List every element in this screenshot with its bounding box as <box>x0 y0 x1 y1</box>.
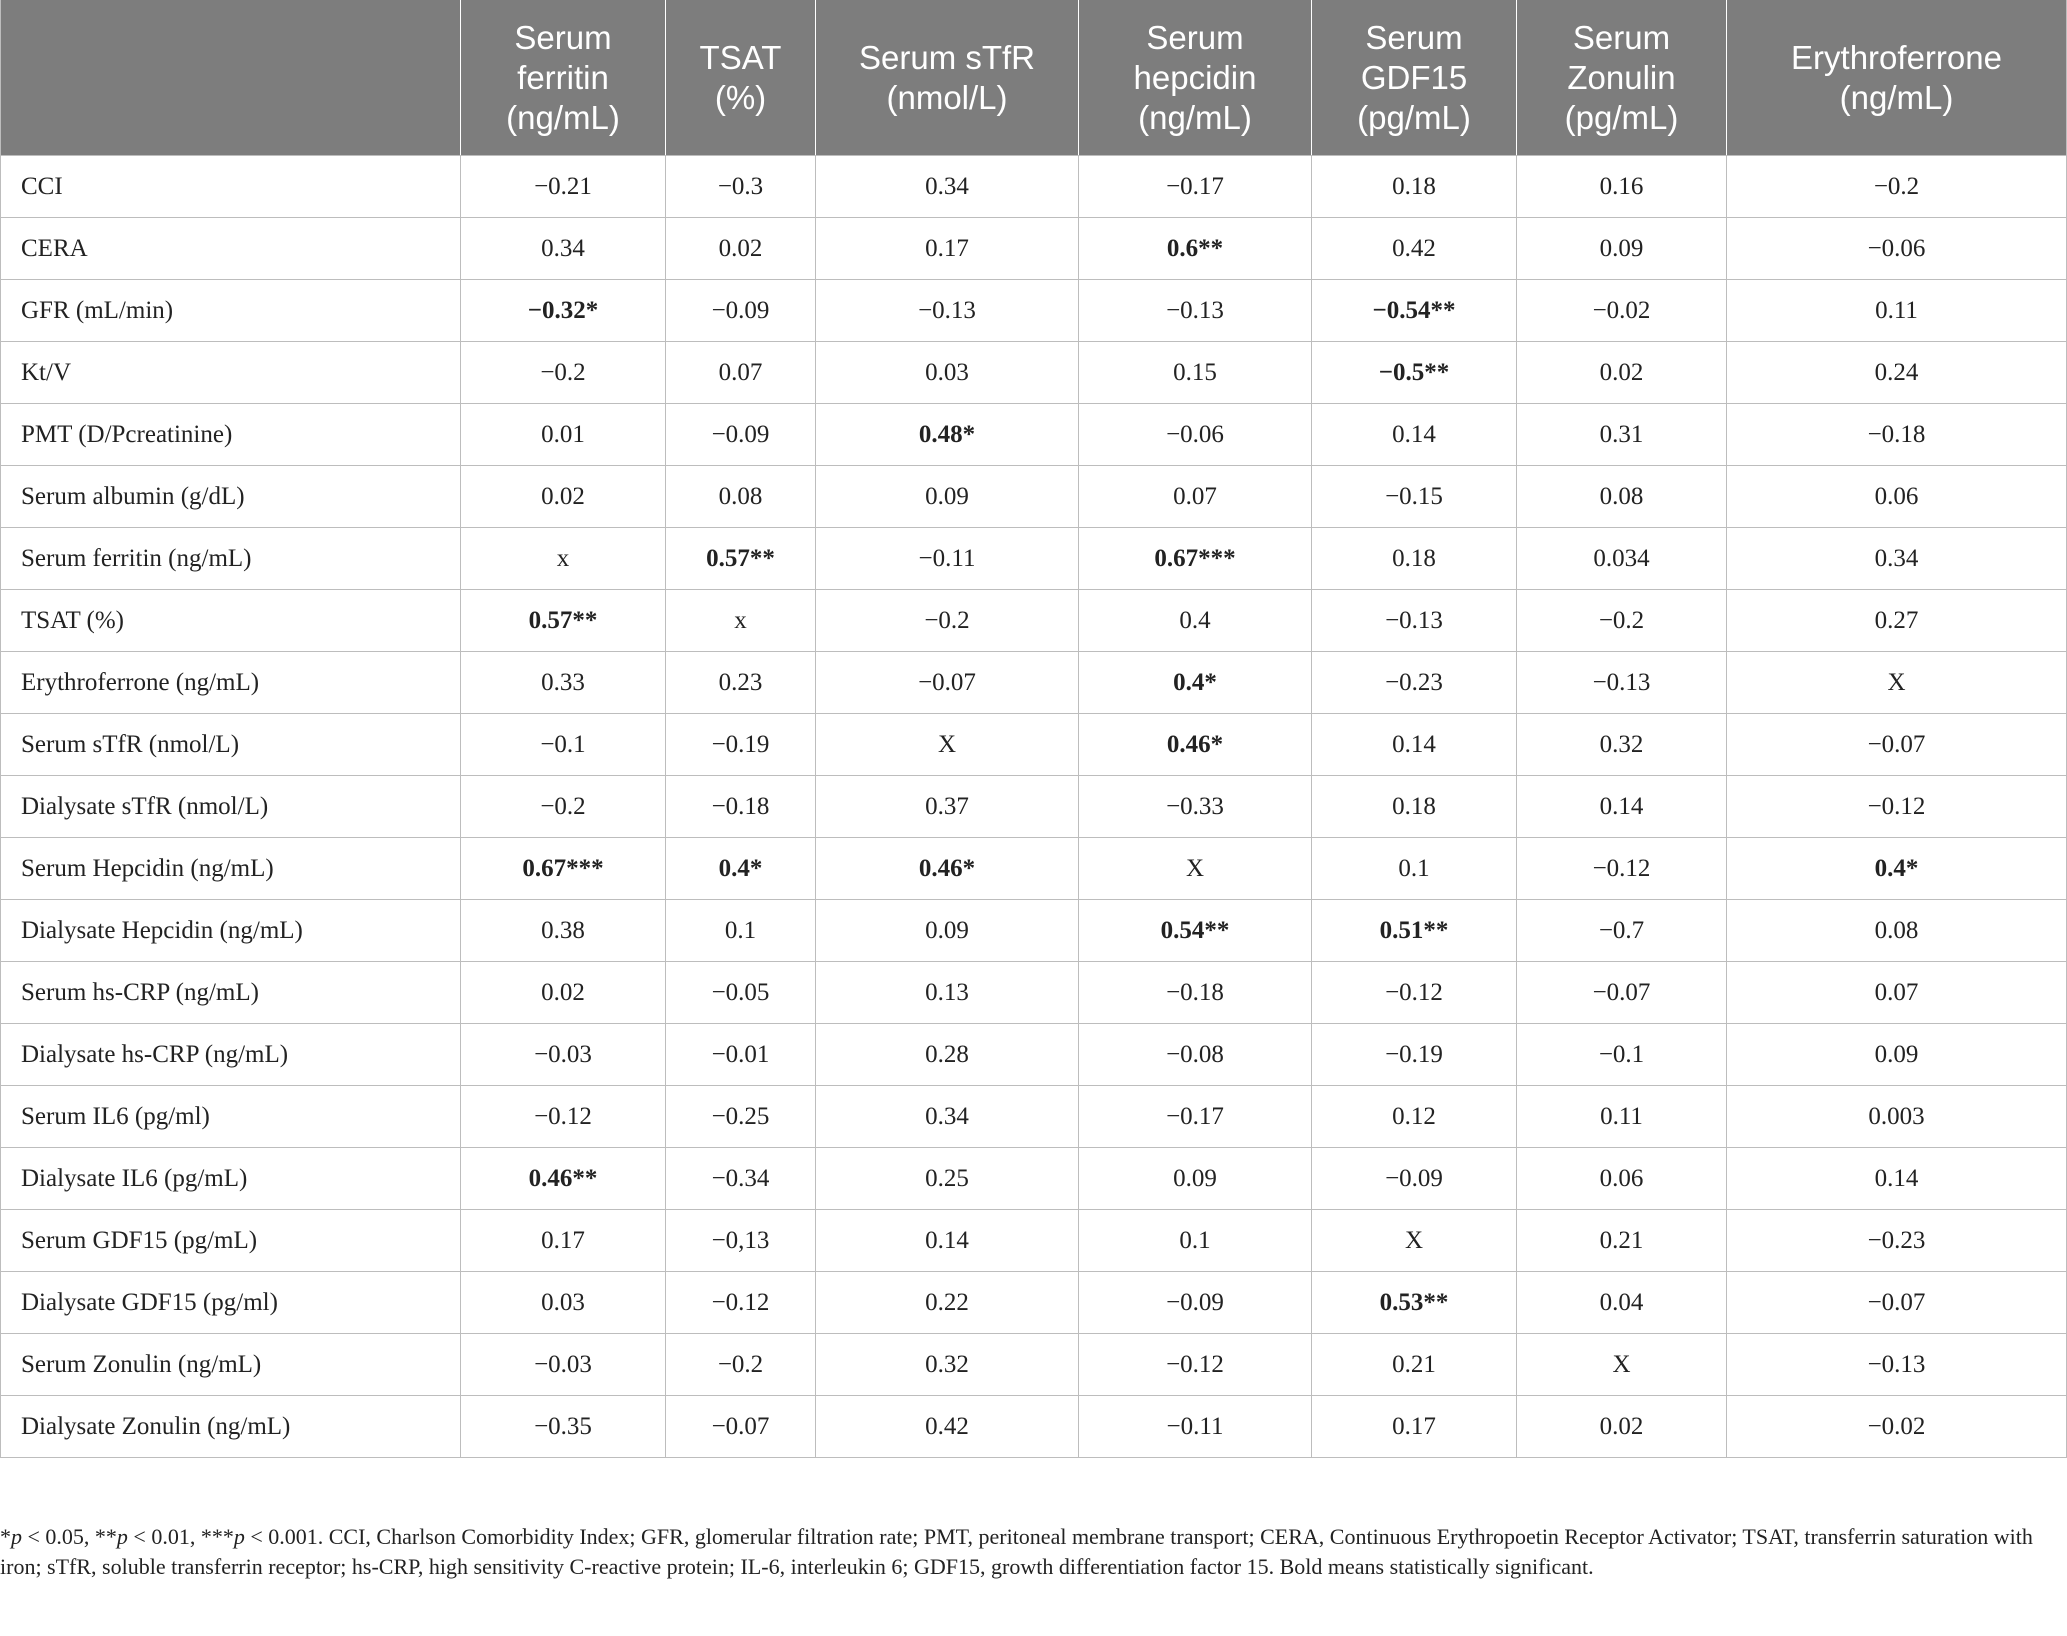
table-cell: −0.2 <box>816 590 1079 652</box>
table-cell: 0.18 <box>1312 528 1517 590</box>
row-label: TSAT (%) <box>1 590 461 652</box>
table-row <box>1 900 2067 962</box>
table-row <box>1 466 2067 528</box>
table-row <box>1 652 2067 714</box>
table-cell: 0.53** <box>1312 1272 1517 1334</box>
row-label: Dialysate Zonulin (ng/mL) <box>1 1396 461 1458</box>
table-row <box>1 280 2067 342</box>
header-cell-serum-zonulin: Serum Zonulin (pg/mL) <box>1517 0 1727 156</box>
table-cell: −0.09 <box>666 404 816 466</box>
table-cell: −0.25 <box>666 1086 816 1148</box>
table-cell: 0.02 <box>461 466 666 528</box>
table-cell: 0.25 <box>816 1148 1079 1210</box>
table-row <box>1 218 2067 280</box>
table-cell: X <box>816 714 1079 776</box>
table-row <box>1 156 2067 218</box>
table-cell: 0.17 <box>1312 1396 1517 1458</box>
table-cell: 0.08 <box>1517 466 1727 528</box>
table-row <box>1 962 2067 1024</box>
table-cell: −0.2 <box>1727 156 2067 218</box>
table-cell: −0.06 <box>1727 218 2067 280</box>
table-cell: 0.4* <box>1727 838 2067 900</box>
table-cell: −0.08 <box>1079 1024 1312 1086</box>
table-cell: −0.12 <box>1727 776 2067 838</box>
footnote-p-symbol: p <box>233 1524 245 1549</box>
footnote-p-symbol: p <box>116 1524 128 1549</box>
table-cell: 0.02 <box>1517 342 1727 404</box>
table-cell: −0.54** <box>1312 280 1517 342</box>
table-cell: X <box>1079 838 1312 900</box>
table-cell: −0.32* <box>461 280 666 342</box>
header-row <box>1 0 2067 156</box>
table-cell: 0.13 <box>816 962 1079 1024</box>
table-cell: −0.07 <box>1727 1272 2067 1334</box>
table-cell: −0.17 <box>1079 1086 1312 1148</box>
table-cell: 0.15 <box>1079 342 1312 404</box>
table-cell: 0.17 <box>461 1210 666 1272</box>
header-cell-serum-ferritin: Serum ferritin (ng/mL) <box>461 0 666 156</box>
table-cell: 0.12 <box>1312 1086 1517 1148</box>
table-cell: 0.28 <box>816 1024 1079 1086</box>
table-cell: −0.18 <box>666 776 816 838</box>
table-cell: −0.13 <box>1517 652 1727 714</box>
table-cell: 0.034 <box>1517 528 1727 590</box>
table-cell: 0.24 <box>1727 342 2067 404</box>
table-cell: −0.13 <box>1727 1334 2067 1396</box>
table-cell: −0.5** <box>1312 342 1517 404</box>
table-row <box>1 1024 2067 1086</box>
table-cell: 0.34 <box>816 1086 1079 1148</box>
table-cell: −0.09 <box>1312 1148 1517 1210</box>
table-cell: 0.06 <box>1517 1148 1727 1210</box>
table-row <box>1 1210 2067 1272</box>
row-label: Serum IL6 (pg/ml) <box>1 1086 461 1148</box>
table-cell: 0.09 <box>816 900 1079 962</box>
row-label: Dialysate sTfR (nmol/L) <box>1 776 461 838</box>
table-cell: 0.57** <box>666 528 816 590</box>
table-row <box>1 838 2067 900</box>
table-cell: −0.17 <box>1079 156 1312 218</box>
table-cell: 0.34 <box>816 156 1079 218</box>
table-row <box>1 528 2067 590</box>
table-cell: 0.07 <box>1079 466 1312 528</box>
table-cell: X <box>1727 652 2067 714</box>
table-row <box>1 1148 2067 1210</box>
table-cell: −0.1 <box>461 714 666 776</box>
table-cell: −0.19 <box>666 714 816 776</box>
table-cell: −0.09 <box>1079 1272 1312 1334</box>
table-cell: −0.11 <box>1079 1396 1312 1458</box>
row-label: Dialysate hs-CRP (ng/mL) <box>1 1024 461 1086</box>
table-cell: 0.11 <box>1727 280 2067 342</box>
table-cell: −0.12 <box>1312 962 1517 1024</box>
row-label: Kt/V <box>1 342 461 404</box>
footnote-threshold-2: < 0.01, *** <box>127 1524 234 1549</box>
table-cell: −0.21 <box>461 156 666 218</box>
row-label: GFR (mL/min) <box>1 280 461 342</box>
table-cell: 0.02 <box>666 218 816 280</box>
table-cell: 0.42 <box>816 1396 1079 1458</box>
table-cell: 0.1 <box>1312 838 1517 900</box>
table-cell: −0.12 <box>1517 838 1727 900</box>
table-cell: 0.32 <box>1517 714 1727 776</box>
table-cell: 0.34 <box>461 218 666 280</box>
row-label: Serum Zonulin (ng/mL) <box>1 1334 461 1396</box>
table-cell: 0.14 <box>1312 714 1517 776</box>
table-cell: 0.4 <box>1079 590 1312 652</box>
header-cell-serum-stfr: Serum sTfR (nmol/L) <box>816 0 1079 156</box>
table-cell: −0.13 <box>1079 280 1312 342</box>
table-cell: 0.6** <box>1079 218 1312 280</box>
table-cell: 0.57** <box>461 590 666 652</box>
table-cell: −0.18 <box>1079 962 1312 1024</box>
table-cell: 0.34 <box>1727 528 2067 590</box>
table-cell: −0.2 <box>461 342 666 404</box>
table-row <box>1 342 2067 404</box>
table-cell: −0.13 <box>816 280 1079 342</box>
table-cell: −0.02 <box>1517 280 1727 342</box>
table-cell: −0.02 <box>1727 1396 2067 1458</box>
header-cell-serum-hepcidin: Serum hepcidin (ng/mL) <box>1079 0 1312 156</box>
table-cell: −0.12 <box>461 1086 666 1148</box>
table-row <box>1 404 2067 466</box>
table-cell: 0.23 <box>666 652 816 714</box>
table-cell: 0.09 <box>1517 218 1727 280</box>
table-cell: −0.3 <box>666 156 816 218</box>
table-cell: 0.07 <box>666 342 816 404</box>
table-cell: 0.32 <box>816 1334 1079 1396</box>
table-cell: 0.4* <box>666 838 816 900</box>
table-cell: 0.22 <box>816 1272 1079 1334</box>
table-cell: 0.21 <box>1312 1334 1517 1396</box>
table-cell: 0.08 <box>1727 900 2067 962</box>
table-cell: 0.54** <box>1079 900 1312 962</box>
table-header <box>1 0 2067 156</box>
table-cell: −0,13 <box>666 1210 816 1272</box>
table-cell: 0.46* <box>1079 714 1312 776</box>
table-cell: −0.2 <box>666 1334 816 1396</box>
table-cell: 0.51** <box>1312 900 1517 962</box>
row-label: Serum GDF15 (pg/mL) <box>1 1210 461 1272</box>
table-cell: 0.1 <box>666 900 816 962</box>
table-cell: 0.4* <box>1079 652 1312 714</box>
table-cell: 0.01 <box>461 404 666 466</box>
table-cell: 0.02 <box>1517 1396 1727 1458</box>
table-cell: 0.003 <box>1727 1086 2067 1148</box>
table-cell: −0.07 <box>1517 962 1727 1024</box>
table-cell: 0.11 <box>1517 1086 1727 1148</box>
table-cell: 0.18 <box>1312 776 1517 838</box>
row-label: Serum hs-CRP (ng/mL) <box>1 962 461 1024</box>
row-label: PMT (D/Pcreatinine) <box>1 404 461 466</box>
row-label: CERA <box>1 218 461 280</box>
row-label: Erythroferrone (ng/mL) <box>1 652 461 714</box>
table-cell: 0.48* <box>816 404 1079 466</box>
table-cell: 0.16 <box>1517 156 1727 218</box>
footnote-threshold-1: < 0.05, ** <box>22 1524 117 1549</box>
table-cell: 0.37 <box>816 776 1079 838</box>
table-cell: 0.14 <box>1727 1148 2067 1210</box>
table-cell: −0.35 <box>461 1396 666 1458</box>
table-cell: −0.03 <box>461 1024 666 1086</box>
table-cell: 0.67*** <box>1079 528 1312 590</box>
row-label: Dialysate Hepcidin (ng/mL) <box>1 900 461 962</box>
table-cell: −0.34 <box>666 1148 816 1210</box>
table-cell: −0.07 <box>666 1396 816 1458</box>
table-cell: 0.21 <box>1517 1210 1727 1272</box>
table-cell: 0.06 <box>1727 466 2067 528</box>
row-label: Serum sTfR (nmol/L) <box>1 714 461 776</box>
table-cell: 0.46* <box>816 838 1079 900</box>
table-cell: 0.18 <box>1312 156 1517 218</box>
table-cell: 0.33 <box>461 652 666 714</box>
table-cell: 0.09 <box>1727 1024 2067 1086</box>
table-row <box>1 1396 2067 1458</box>
header-cell-serum-gdf15: Serum GDF15 (pg/mL) <box>1312 0 1517 156</box>
table-cell: −0.19 <box>1312 1024 1517 1086</box>
table-cell: 0.09 <box>816 466 1079 528</box>
table-cell: X <box>1312 1210 1517 1272</box>
table-cell: 0.46** <box>461 1148 666 1210</box>
table-cell: 0.09 <box>1079 1148 1312 1210</box>
table-cell: x <box>461 528 666 590</box>
row-label: Serum Hepcidin (ng/mL) <box>1 838 461 900</box>
table-footnote: *p < 0.05, **p < 0.01, ***p < 0.001. CCI, Charlson Comorbidity Index; GFR, glomerular filtration rate; PMT, peritoneal membrane transport; CERA, Continuous Erythropoetin Receptor Activator; TSAT, transferrin saturation with iron; sTfR, soluble transferrin receptor; hs-CRP, high sensitivity C-reactive protein; IL-6, interleukin 6; GDF15, growth differentiation factor 15. Bold means statistically significant. <box>0 1524 2033 1579</box>
table-cell: 0.14 <box>816 1210 1079 1272</box>
table-cell: 0.02 <box>461 962 666 1024</box>
footnote-text: < 0.001. CCI, Charlson Comorbidity Index; GFR, glomerular filtration rate; PMT, peritoneal membrane transport; CERA, Continuous Erythropoetin Receptor Activator; TSAT, transferrin saturation with iron; sTfR, soluble transferrin receptor; hs-CRP, high sensitivity C-reactive protein; IL-6, interleukin 6; GDF15, growth differentiation factor 15. Bold means statistically significant. <box>0 1524 2033 1579</box>
table-cell: 0.42 <box>1312 218 1517 280</box>
table-cell: −0.12 <box>1079 1334 1312 1396</box>
table-row <box>1 1086 2067 1148</box>
footnote-p-symbol: p <box>11 1524 22 1549</box>
table-cell: −0.13 <box>1312 590 1517 652</box>
table-cell: 0.04 <box>1517 1272 1727 1334</box>
table-cell: X <box>1517 1334 1727 1396</box>
header-cell-erythroferrone: Erythroferrone (ng/mL) <box>1727 0 2067 156</box>
table-cell: 0.38 <box>461 900 666 962</box>
table-cell: 0.27 <box>1727 590 2067 652</box>
table-cell: 0.07 <box>1727 962 2067 1024</box>
table-cell: −0.05 <box>666 962 816 1024</box>
table-cell: −0.1 <box>1517 1024 1727 1086</box>
table-row <box>1 776 2067 838</box>
table-cell: 0.03 <box>816 342 1079 404</box>
row-label: CCI <box>1 156 461 218</box>
table-cell: 0.1 <box>1079 1210 1312 1272</box>
table-cell: −0.06 <box>1079 404 1312 466</box>
table-row <box>1 590 2067 652</box>
table-cell: −0.15 <box>1312 466 1517 528</box>
table-cell: −0.23 <box>1312 652 1517 714</box>
table-cell: −0.12 <box>666 1272 816 1334</box>
table-row <box>1 1334 2067 1396</box>
table-cell: −0.18 <box>1727 404 2067 466</box>
table-cell: 0.08 <box>666 466 816 528</box>
table-cell: −0.11 <box>816 528 1079 590</box>
table-cell: 0.31 <box>1517 404 1727 466</box>
table-cell: −0.33 <box>1079 776 1312 838</box>
row-label: Dialysate GDF15 (pg/ml) <box>1 1272 461 1334</box>
table-cell: −0.01 <box>666 1024 816 1086</box>
table-cell: 0.67*** <box>461 838 666 900</box>
table-cell: −0.2 <box>1517 590 1727 652</box>
table-cell: 0.17 <box>816 218 1079 280</box>
table-cell: 0.14 <box>1517 776 1727 838</box>
table-row <box>1 714 2067 776</box>
table-cell: x <box>666 590 816 652</box>
row-label: Serum ferritin (ng/mL) <box>1 528 461 590</box>
table-cell: −0.03 <box>461 1334 666 1396</box>
header-cell-tsat: TSAT (%) <box>666 0 816 156</box>
table-cell: −0.2 <box>461 776 666 838</box>
table-cell: 0.03 <box>461 1272 666 1334</box>
table-cell: −0.23 <box>1727 1210 2067 1272</box>
row-label: Dialysate IL6 (pg/mL) <box>1 1148 461 1210</box>
row-label: Serum albumin (g/dL) <box>1 466 461 528</box>
table-cell: 0.14 <box>1312 404 1517 466</box>
table-cell: −0.7 <box>1517 900 1727 962</box>
header-cell-corner <box>1 0 461 156</box>
table-cell: −0.07 <box>1727 714 2067 776</box>
table-cell: −0.09 <box>666 280 816 342</box>
table-body <box>1 156 2067 1458</box>
table-cell: −0.07 <box>816 652 1079 714</box>
table-row <box>1 1272 2067 1334</box>
